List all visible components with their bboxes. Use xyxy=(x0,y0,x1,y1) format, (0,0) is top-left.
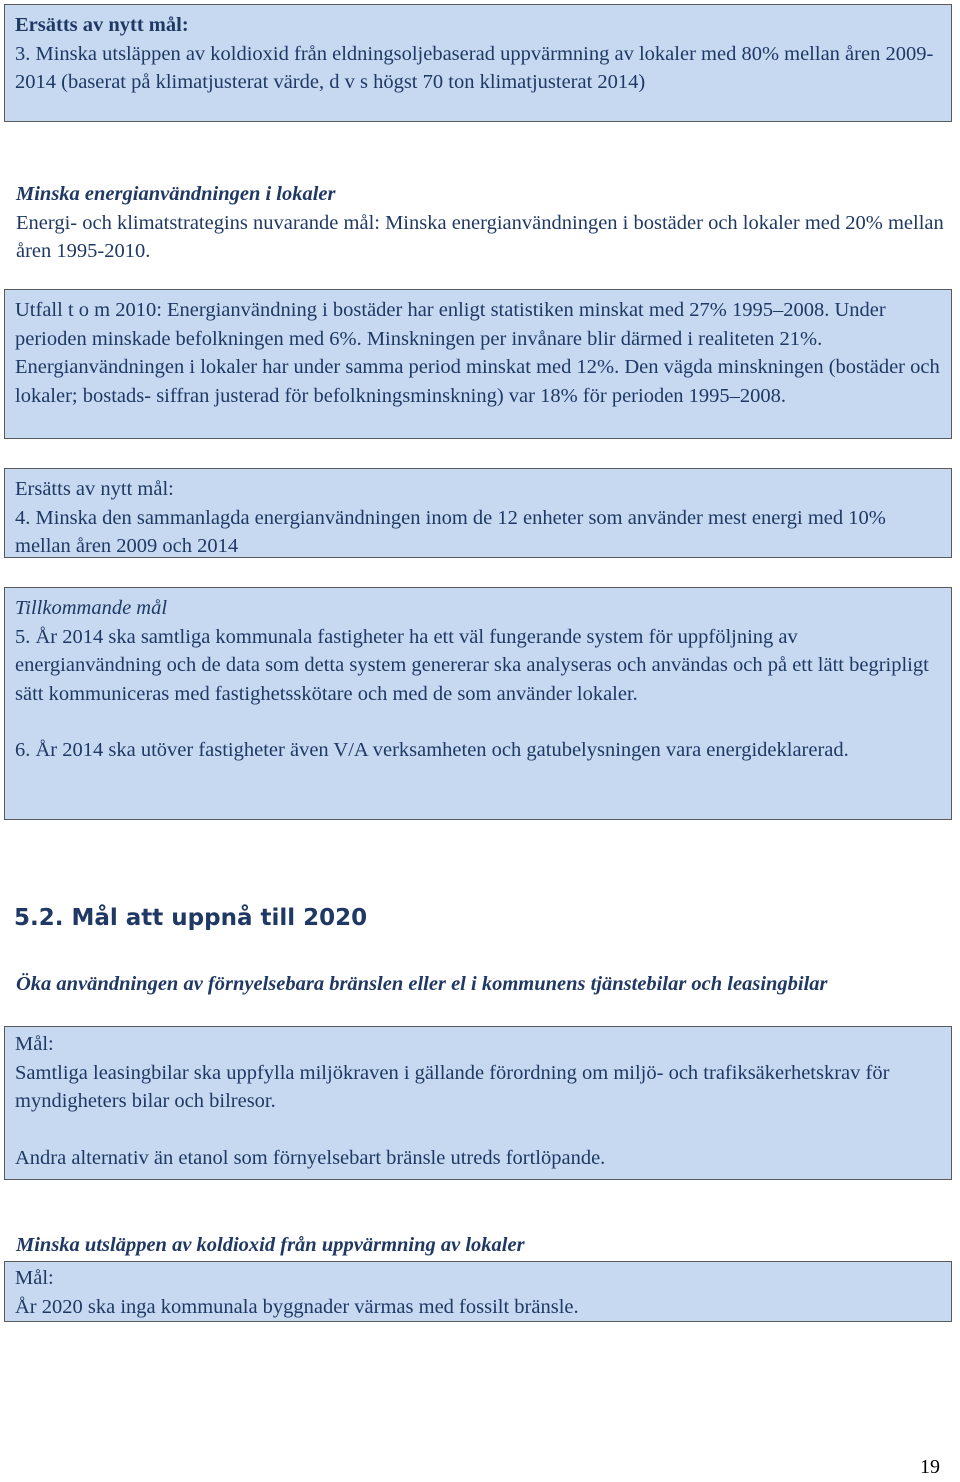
page-number: 19 xyxy=(920,1456,940,1478)
goal-text: 4. Minska den sammanlagda energianvändningen inom de 12 enheter som använder mest energi med 10% mellan åren 2009 och 2014 xyxy=(15,506,886,558)
goal-label: Mål: xyxy=(15,1267,54,1289)
subsection-heating xyxy=(16,1231,946,1260)
goal-text: År 2020 ska inga kommunala byggnader värmas med fossilt bränsle. xyxy=(15,1295,579,1318)
section-title: Minska energianvändningen i lokaler xyxy=(16,183,336,205)
outcome-box xyxy=(4,289,952,439)
box-heading: Ersätts av nytt mål: xyxy=(15,478,174,500)
section-heading: 5.2. Mål att uppnå till 2020 xyxy=(14,905,368,931)
goal-6-text: 6. År 2014 ska utöver fastigheter även V/A verksamheten och gatubelysningen vara energideklarerad. xyxy=(15,739,849,762)
outcome-text: Utfall t o m 2010: Energianvändning i bostäder har enligt statistiken minskat med 27% 1995–2008. Under perioden minskade befolkningen med 6%. Minskningen per invånare blir därmed i realiteten 21%. Energianvändningen i lokaler har under samma period minskat med 12%. Den vägda minskningen (bostäder och lokaler; bostads- siffran justerad för befolkningsminskning) var 18% för perioden 1995–2008. xyxy=(15,299,940,407)
goal-box-4 xyxy=(4,468,952,558)
heating-goal-box xyxy=(4,1261,952,1322)
vehicles-goal-box xyxy=(4,1026,952,1180)
goal-5-text: 5. År 2014 ska samtliga kommunala fastigheter ha ett väl fungerande system för uppföljning av energianvändning och de data som detta system genererar ska analyseras och användas och på ett lätt begripligt sätt kommuniceras med fastighetsskötare och med de som använder lokaler. xyxy=(15,625,929,705)
subsection-vehicles xyxy=(16,970,946,999)
goal-label: Mål: xyxy=(15,1033,54,1055)
energy-section xyxy=(16,180,946,266)
goal-box-3 xyxy=(4,4,952,122)
subsection-title: Öka användningen av förnyelsebara bränslen eller el i kommunens tjänstebilar och leasingbilar xyxy=(16,973,828,995)
goal-note: Andra alternativ än etanol som förnyelsebart bränsle utreds fortlöpande. xyxy=(15,1146,606,1169)
goal-text: Samtliga leasingbilar ska uppfylla miljökraven i gällande förordning om miljö- och trafiksäkerhetskrav för myndigheters bilar och bilresor. xyxy=(15,1061,890,1113)
box-heading: Tillkommande mål xyxy=(15,597,168,619)
goal-text: 3. Minska utsläppen av koldioxid från eldningsoljebaserad uppvärmning av lokaler med 80% mellan åren 2009-2014 (baserat på klimatjusterat värde, d v s högst 70 ton klimatjusterat 2014) xyxy=(15,42,934,94)
current-goal-text: Energi- och klimatstrategins nuvarande mål: Minska energianvändningen i bostäder och lokaler med 20% mellan åren 1995-2010. xyxy=(16,211,944,263)
box-heading: Ersätts av nytt mål: xyxy=(15,14,189,36)
subsection-title: Minska utsläppen av koldioxid från uppvärmning av lokaler xyxy=(16,1234,525,1256)
additional-goals-box xyxy=(4,587,952,820)
